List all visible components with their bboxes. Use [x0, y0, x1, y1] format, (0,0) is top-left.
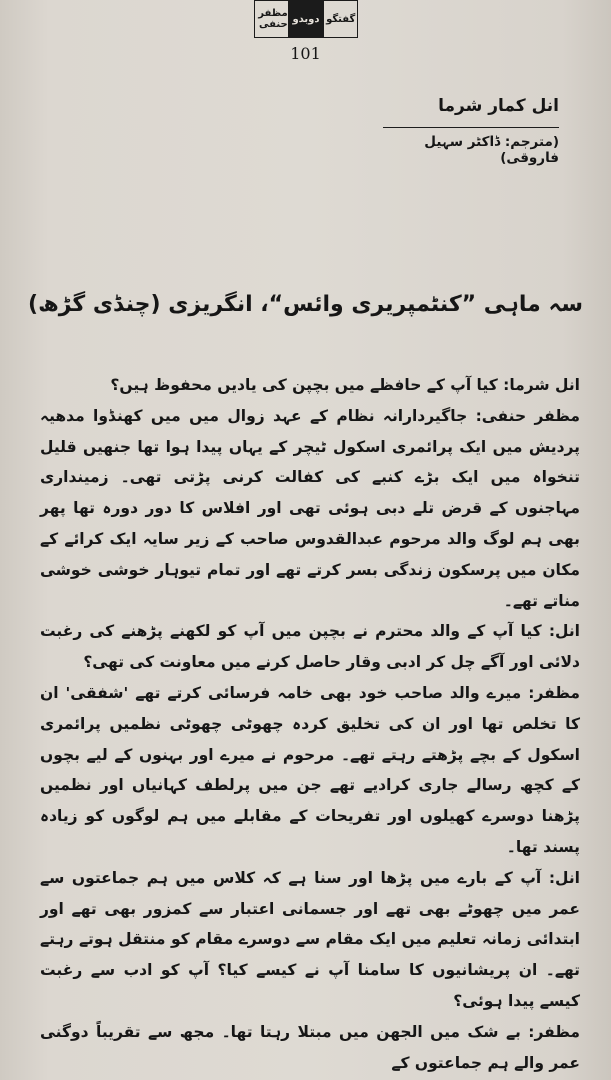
author-name: انل کمار شرما [438, 96, 559, 116]
speaker-label: مظفر: [528, 683, 580, 702]
speaker-label: انل: [548, 868, 580, 887]
interview-text [40, 370, 580, 1078]
header-badge-section: دوبدو [289, 0, 324, 38]
dialogue-entry [40, 370, 580, 401]
page-number: 101 [290, 44, 321, 63]
header-badge-title: گفتگو [323, 0, 358, 38]
dialogue-text: آپ کے بارے میں پڑھا اور سنا ہے کہ کلاس میں ہم جماعتوں سے عمر میں چھوٹے بھی تھے اور جسمانی اعتبار سے کمزور بھی تھے اور ابتدائی زمانہ تعلیم میں ایک مقام سے دوسرے مقام کو منتقل ہوتے رہتے تھے۔ ان پریشانیوں کا سامنا آپ نے کیسے کیا؟ آپ کو ادب سے رغبت کیسے پیدا ہوئی؟ [40, 868, 580, 1010]
dialogue-entry [40, 863, 580, 1017]
dialogue-entry [40, 616, 580, 678]
dialogue-text: بے شک میں الجھن میں مبتلا رہتا تھا۔ مجھ سے تقریباً دوگنی عمر والے ہم جماعتوں کے [40, 1022, 580, 1072]
dialogue-text: میرے والد صاحب خود بھی خامہ فرسائی کرتے تھے 'شفقی' ان کا تخلص تھا اور ان کی تخلیق کردہ چھوٹی چھوٹی نظمیں پرائمری اسکول کے بچے پڑھتے رہتے تھے۔ مرحوم نے میرے اور بہنوں کے لیے بچوں کے کچھ رسالے جاری کرادیے تھے جن میں پرلطف کہانیاں اور نظمیں پڑھنا دوسرے کھیلوں اور تفریحات کے مقابلے میں ہم لوگوں کو زیادہ پسند تھا۔ [40, 683, 580, 856]
dialogue-entry [40, 1017, 580, 1079]
journal-title: سہ ماہی ”کنٹمپریری وائس“، انگریزی (چنڈی گڑھ) [28, 292, 583, 317]
dialogue-text: کیا آپ کے والد محترم نے بچپن میں آپ کو لکھنے پڑھنے کی رغبت دلائی اور آگے چل کر ادبی وقار حاصل کرنے میں معاونت کی تھی؟ [40, 622, 580, 672]
dialogue-text: جاگیردارانہ نظام کے عہد زوال میں میں کھنڈوا مدھیہ پردیش میں ایک پرائمری اسکول ٹیچر کے یہاں پیدا ہوا تھا جنھیں قلیل تنخواہ میں ایک بڑے کنبے کی کفالت کرنی پڑتی تھی۔ زمینداری مہاجنوں کے قرض تلے دبی ہوئی تھی اور افلاس کا دور دورہ تھا پھر بھی ہم لوگ والد مرحوم عبدالقدوس صاحب کے زیر سایہ ایک کرائے کے مکان میں پرسکون زندگی بسر کرتے تھے اور تمام تیوہار خوشی خوشی مناتے تھے۔ [40, 406, 580, 610]
dialogue-text: کیا آپ کے حافظے میں بچپن کی یادیں محفوظ ہیں؟ [110, 376, 498, 394]
speaker-label: انل شرما: [503, 376, 580, 394]
dialogue-entry [40, 678, 580, 863]
speaker-label: انل: [548, 622, 580, 641]
translator-credit: (مترجم: ڈاکٹر سہیل فاروقی) [383, 127, 559, 166]
header-badge-name: مظفر حنفی [254, 0, 289, 38]
header-badge [254, 0, 358, 38]
dialogue-entry [40, 401, 580, 617]
speaker-label: مظفر حنفی: [475, 406, 580, 425]
speaker-label: مظفر: [528, 1022, 580, 1041]
